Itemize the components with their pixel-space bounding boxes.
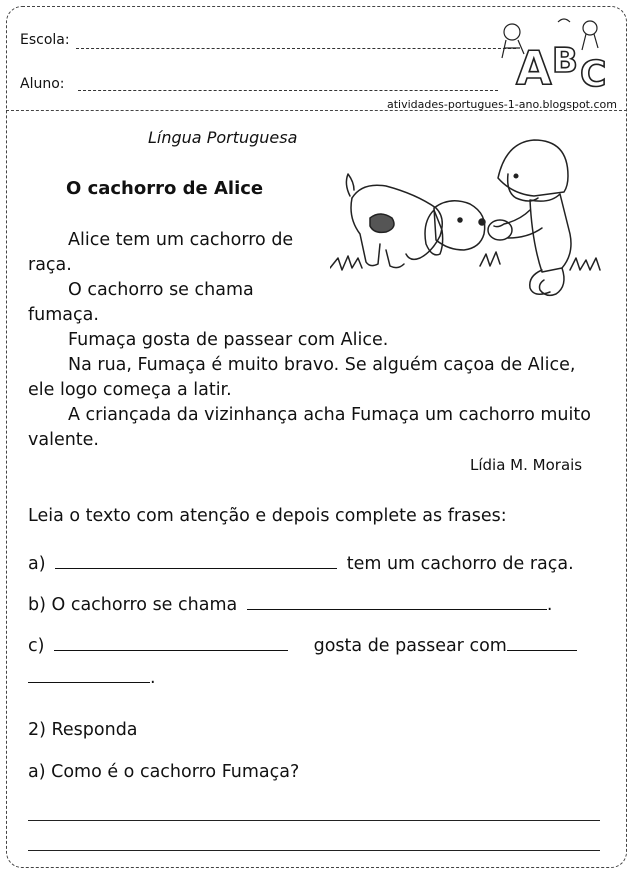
completion-b bbox=[28, 593, 552, 615]
completion-a-blank[interactable] bbox=[55, 552, 337, 569]
subject-title: Língua Portuguesa bbox=[148, 128, 298, 147]
completion-a-text: tem um cachorro de raça. bbox=[346, 554, 574, 574]
completion-a bbox=[28, 552, 574, 574]
story-p2a: O cachorro se chama bbox=[68, 280, 254, 300]
completion-c-label: c) bbox=[28, 636, 45, 656]
answer-line-2[interactable] bbox=[28, 850, 600, 851]
story-p1a: Alice tem um cachorro de bbox=[68, 230, 294, 250]
completion-c-end: . bbox=[150, 668, 156, 688]
author: Lídia M. Morais bbox=[470, 456, 583, 474]
completion-b-blank[interactable] bbox=[247, 593, 547, 610]
story-p3: Fumaça gosta de passear com Alice. bbox=[68, 330, 389, 350]
completion-c bbox=[28, 634, 577, 656]
story-p4: Na rua, Fumaça é muito bravo. Se alguém caçoa de Alice, ele logo começa a latir. bbox=[28, 355, 576, 400]
student-field[interactable] bbox=[78, 90, 498, 91]
completion-b-text: b) O cachorro se chama bbox=[28, 595, 238, 615]
story-p2b: fumaça. bbox=[28, 305, 99, 325]
kid-head-icon bbox=[504, 24, 520, 40]
story-p1b: raça. bbox=[28, 255, 72, 275]
completion-c-blank-1[interactable] bbox=[54, 634, 288, 651]
header-divider bbox=[6, 110, 627, 111]
dog-tail-icon bbox=[346, 174, 354, 196]
blog-url: atividades-portugues-1-ano.blogspot.com bbox=[386, 98, 617, 111]
student-label: Aluno: bbox=[20, 76, 65, 92]
logo-letter-b: B bbox=[552, 41, 578, 81]
logo-letter-a: A bbox=[516, 41, 552, 94]
girl-and-dog-illustration bbox=[330, 138, 616, 304]
q2-heading: 2) Responda bbox=[28, 720, 138, 740]
completion-c-blank-3[interactable] bbox=[28, 666, 150, 683]
school-field[interactable] bbox=[76, 48, 516, 49]
abc-logo bbox=[494, 14, 614, 94]
completion-c-blank-2[interactable] bbox=[507, 634, 577, 651]
answer-line-1[interactable] bbox=[28, 820, 600, 821]
story-p5: A criançada da vizinhança acha Fumaça um cachorro muito valente. bbox=[28, 405, 591, 450]
completion-c-cont bbox=[28, 666, 156, 688]
logo-letter-c: C bbox=[580, 54, 607, 94]
completion-c-text: gosta de passear com bbox=[313, 636, 507, 656]
q2-a: a) Como é o cachorro Fumaça? bbox=[28, 762, 300, 782]
school-label: Escola: bbox=[20, 32, 70, 48]
instruction: Leia o texto com atenção e depois complete as frases: bbox=[28, 506, 507, 526]
completion-a-label: a) bbox=[28, 554, 46, 574]
story-title: O cachorro de Alice bbox=[66, 178, 264, 199]
completion-b-end: . bbox=[546, 595, 553, 615]
